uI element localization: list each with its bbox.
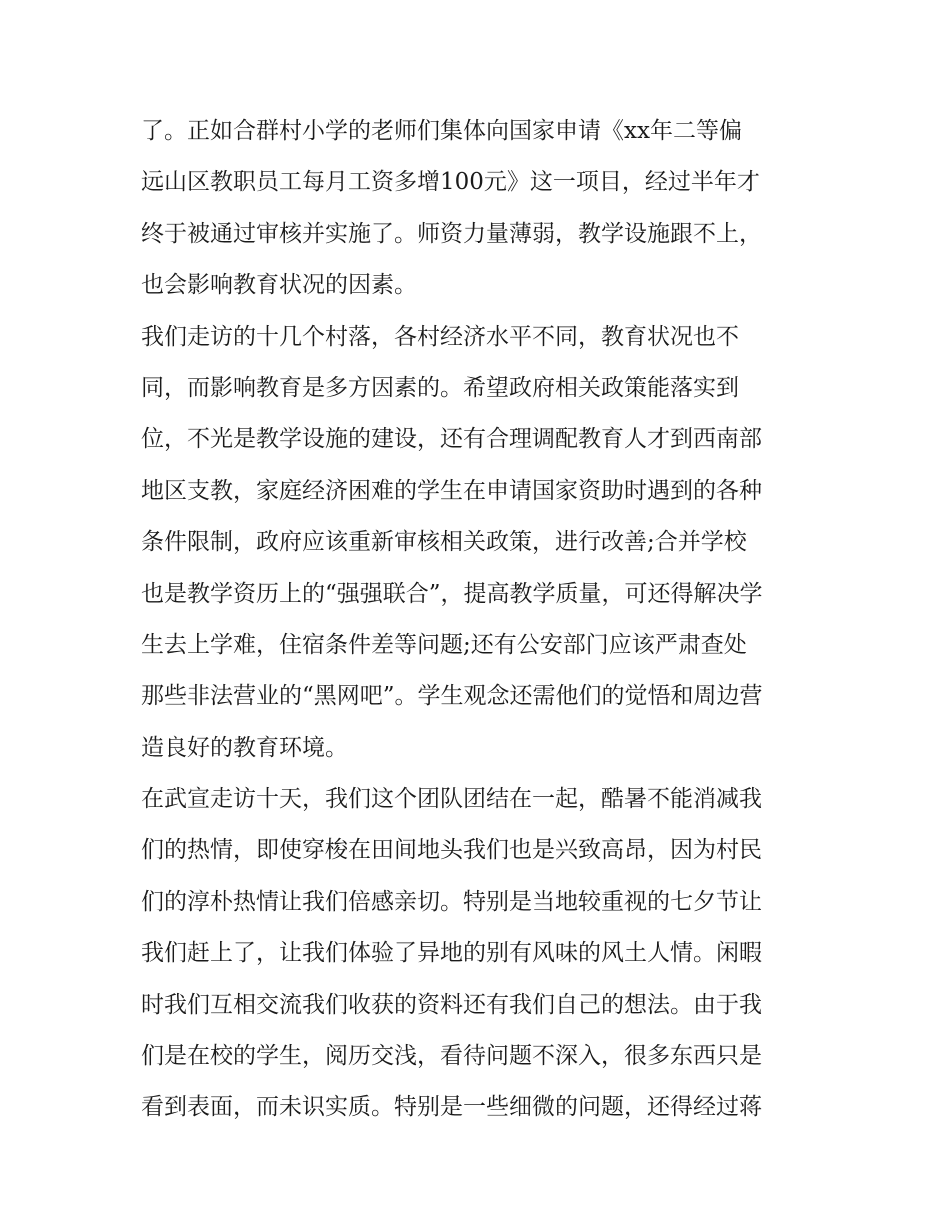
text-line: 看到表面，而未识实质。特别是一些细微的问题，还得经过蒋 — [141, 1094, 762, 1121]
text-line: 时我们互相交流我们收获的资料还有我们自己的想法。由于我 — [141, 991, 762, 1018]
text-line: 在武宣走访十天，我们这个团队团结在一起，酷暑不能消减我 — [141, 786, 762, 813]
text-line: 也是教学资历上的“强强联合”，提高教学质量，可还得解决学 — [141, 580, 763, 607]
text-line: 生去上学难，住宿条件差等问题;还有公安部门应该严肃查处 — [141, 631, 747, 658]
text-line: 造良好的教育环境。 — [141, 734, 348, 761]
text-line: 们的淳朴热情让我们倍感亲切。特别是当地较重视的七夕节让 — [141, 888, 762, 915]
text-line: 那些非法营业的“黑网吧”。学生观念还需他们的觉悟和周边营 — [141, 683, 763, 710]
text-line: 我们赶上了，让我们体验了异地的别有风味的风土人情。闲暇 — [141, 940, 762, 967]
text-line: 终于被通过审核并实施了。师资力量薄弱，教学设施跟不上， — [141, 220, 762, 247]
text-line: 我们走访的十几个村落，各村经济水平不同，教育状况也不 — [141, 323, 739, 350]
text-line: 位，不光是教学设施的建设，还有合理调配教育人才到西南部 — [141, 426, 762, 453]
body-text — [141, 106, 821, 1134]
text-line: 了。正如合群村小学的老师们集体向国家申请《xx年二等偏 — [141, 118, 742, 144]
text-line: 们是在校的学生，阅历交浅，看待问题不深入，很多东西只是 — [141, 1043, 762, 1070]
text-line: 远山区教职员工每月工资多增100元》这一项目，经过半年才 — [141, 169, 760, 196]
text-line: 同，而影响教育是多方因素的。希望政府相关政策能落实到 — [141, 374, 739, 401]
text-line: 地区支教，家庭经济困难的学生在申请国家资助时遇到的各种 — [141, 477, 762, 504]
text-line: 们的热情，即使穿梭在田间地头我们也是兴致高昂，因为村民 — [141, 837, 762, 864]
text-line: 条件限制，政府应该重新审核相关政策，进行改善;合并学校 — [141, 529, 747, 556]
text-line: 也会影响教育状况的因素。 — [141, 272, 417, 299]
